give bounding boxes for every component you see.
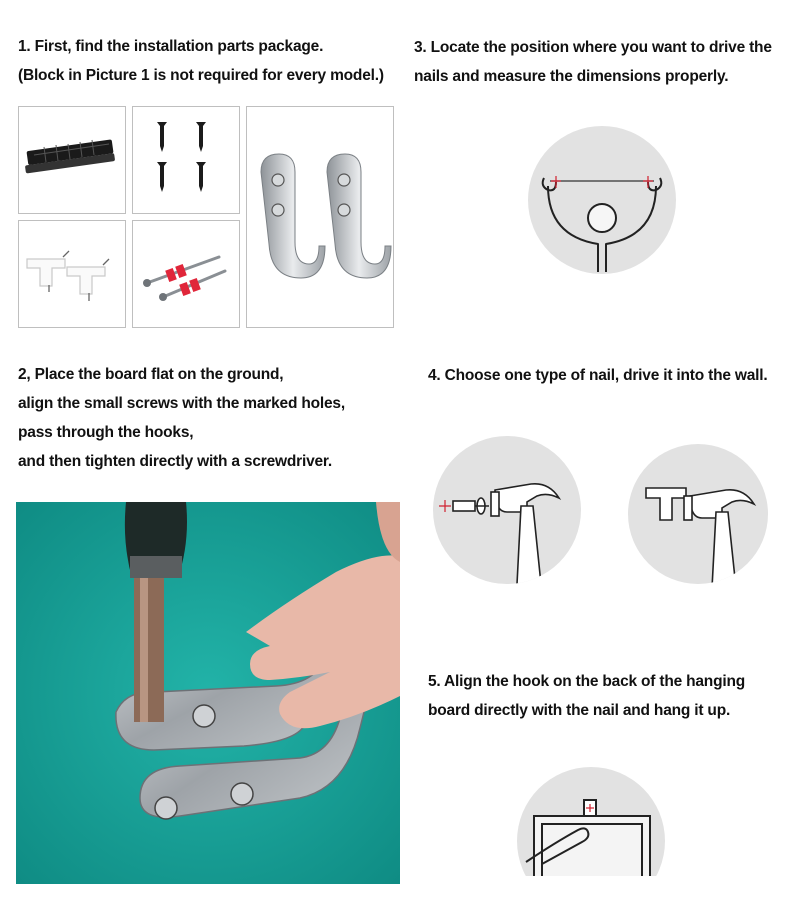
part-screws-image [132,106,240,214]
step4-title: 4. Choose one type of nail, drive it into the wall. [428,367,768,384]
step2-line-2: align the small screws with the marked holes, [18,395,345,412]
hang-board-illustration [516,766,666,876]
step3-line-1: 3. Locate the position where you want to drive the [414,39,772,56]
measure-illustration [528,126,676,274]
part-blocks-image [18,106,126,214]
step2-line-3: pass through the hooks, [18,424,194,441]
step3-line-2: nails and measure the dimensions properly. [414,68,729,85]
step2-line-1: 2, Place the board flat on the ground, [18,366,284,383]
step1-note: (Block in Picture 1 is not required for every model.) [18,67,384,84]
step2-line-4: and then tighten directly with a screwdriver. [18,453,332,470]
anchor-hammer-illustration [628,444,768,584]
install-photo [16,502,400,884]
steel-nail-hammer-illustration [433,436,581,584]
step5-line-2: board directly with the nail and hang it up. [428,702,731,719]
part-anchors-image [18,220,126,328]
part-nails-image [132,220,240,328]
step5-line-1: 5. Align the hook on the back of the hanging [428,673,745,690]
step1-title: 1. First, find the installation parts package. [18,38,324,55]
part-hooks-image [246,106,394,328]
